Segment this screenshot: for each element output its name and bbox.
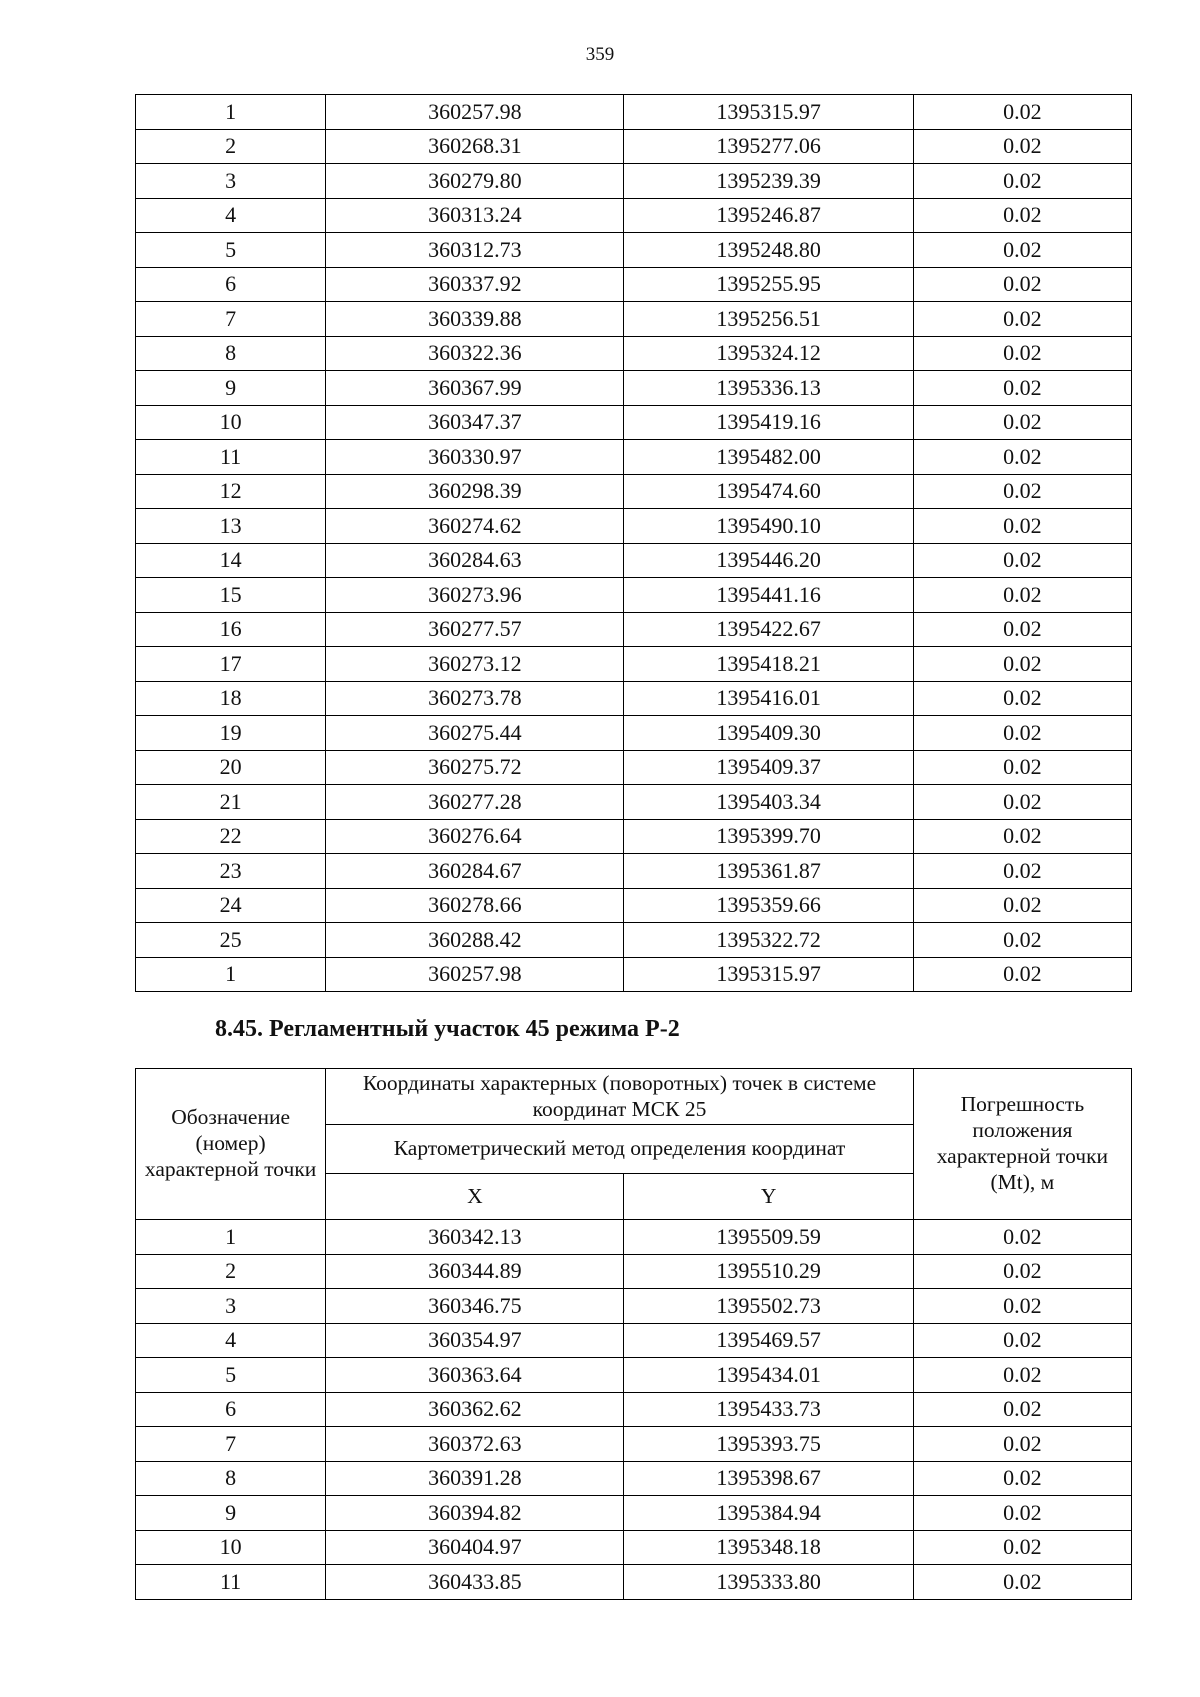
error-cell: 0.02 bbox=[913, 888, 1131, 923]
error-cell: 0.02 bbox=[913, 1323, 1131, 1358]
error-cell: 0.02 bbox=[913, 957, 1131, 992]
y-coordinate-cell: 1395336.13 bbox=[624, 371, 913, 406]
table-body bbox=[136, 95, 1132, 992]
y-coordinate-cell: 1395441.16 bbox=[624, 578, 913, 613]
x-coordinate-cell: 360391.28 bbox=[326, 1461, 624, 1496]
table-row bbox=[136, 1323, 1132, 1358]
error-cell: 0.02 bbox=[913, 95, 1131, 130]
x-coordinate-cell: 360257.98 bbox=[326, 957, 624, 992]
x-coordinate-cell: 360277.28 bbox=[326, 785, 624, 820]
error-cell: 0.02 bbox=[913, 785, 1131, 820]
y-coordinate-cell: 1395409.37 bbox=[624, 750, 913, 785]
table-row bbox=[136, 95, 1132, 130]
x-coordinate-cell: 360275.72 bbox=[326, 750, 624, 785]
x-coordinate-cell: 360346.75 bbox=[326, 1289, 624, 1324]
error-cell: 0.02 bbox=[913, 1289, 1131, 1324]
table-row bbox=[136, 1289, 1132, 1324]
error-cell: 0.02 bbox=[913, 474, 1131, 509]
error-cell: 0.02 bbox=[913, 612, 1131, 647]
error-cell: 0.02 bbox=[913, 1427, 1131, 1462]
error-cell: 0.02 bbox=[913, 198, 1131, 233]
error-cell: 0.02 bbox=[913, 1220, 1131, 1255]
point-number-cell: 4 bbox=[136, 1323, 326, 1358]
point-number-cell: 7 bbox=[136, 1427, 326, 1462]
point-number-cell: 9 bbox=[136, 371, 326, 406]
y-coordinate-cell: 1395239.39 bbox=[624, 164, 913, 199]
y-coordinate-cell: 1395490.10 bbox=[624, 509, 913, 544]
y-coordinate-cell: 1395256.51 bbox=[624, 302, 913, 337]
header-error: Погрешность положения характерной точки (Mt), м bbox=[913, 1069, 1131, 1220]
table-row bbox=[136, 198, 1132, 233]
table-row bbox=[136, 1358, 1132, 1393]
point-number-cell: 21 bbox=[136, 785, 326, 820]
y-coordinate-cell: 1395409.30 bbox=[624, 716, 913, 751]
point-number-cell: 2 bbox=[136, 129, 326, 164]
table-row bbox=[136, 1254, 1132, 1289]
point-number-cell: 25 bbox=[136, 923, 326, 958]
section-title: 8.45. Регламентный участок 45 режима Р-2 bbox=[215, 1016, 680, 1042]
point-number-cell: 13 bbox=[136, 509, 326, 544]
point-number-cell: 6 bbox=[136, 267, 326, 302]
error-cell: 0.02 bbox=[913, 681, 1131, 716]
header-y: Y bbox=[624, 1174, 913, 1220]
error-cell: 0.02 bbox=[913, 1392, 1131, 1427]
x-coordinate-cell: 360288.42 bbox=[326, 923, 624, 958]
error-cell: 0.02 bbox=[913, 647, 1131, 682]
x-coordinate-cell: 360298.39 bbox=[326, 474, 624, 509]
x-coordinate-cell: 360344.89 bbox=[326, 1254, 624, 1289]
error-cell: 0.02 bbox=[913, 1496, 1131, 1531]
table-row bbox=[136, 267, 1132, 302]
error-cell: 0.02 bbox=[913, 854, 1131, 889]
point-number-cell: 4 bbox=[136, 198, 326, 233]
table-row bbox=[136, 612, 1132, 647]
error-cell: 0.02 bbox=[913, 302, 1131, 337]
x-coordinate-cell: 360274.62 bbox=[326, 509, 624, 544]
y-coordinate-cell: 1395361.87 bbox=[624, 854, 913, 889]
y-coordinate-cell: 1395469.57 bbox=[624, 1323, 913, 1358]
y-coordinate-cell: 1395509.59 bbox=[624, 1220, 913, 1255]
table-row bbox=[136, 302, 1132, 337]
x-coordinate-cell: 360284.67 bbox=[326, 854, 624, 889]
error-cell: 0.02 bbox=[913, 164, 1131, 199]
table-row bbox=[136, 681, 1132, 716]
y-coordinate-cell: 1395446.20 bbox=[624, 543, 913, 578]
error-cell: 0.02 bbox=[913, 1565, 1131, 1600]
error-cell: 0.02 bbox=[913, 819, 1131, 854]
error-cell: 0.02 bbox=[913, 923, 1131, 958]
table-row bbox=[136, 1220, 1132, 1255]
x-coordinate-cell: 360268.31 bbox=[326, 129, 624, 164]
y-coordinate-cell: 1395510.29 bbox=[624, 1254, 913, 1289]
y-coordinate-cell: 1395246.87 bbox=[624, 198, 913, 233]
x-coordinate-cell: 360257.98 bbox=[326, 95, 624, 130]
y-coordinate-cell: 1395422.67 bbox=[624, 612, 913, 647]
x-coordinate-cell: 360275.44 bbox=[326, 716, 624, 751]
point-number-cell: 11 bbox=[136, 1565, 326, 1600]
point-number-cell: 5 bbox=[136, 1358, 326, 1393]
point-number-cell: 2 bbox=[136, 1254, 326, 1289]
x-coordinate-cell: 360354.97 bbox=[326, 1323, 624, 1358]
error-cell: 0.02 bbox=[913, 267, 1131, 302]
point-number-cell: 3 bbox=[136, 164, 326, 199]
y-coordinate-cell: 1395322.72 bbox=[624, 923, 913, 958]
y-coordinate-cell: 1395474.60 bbox=[624, 474, 913, 509]
table-body bbox=[136, 1220, 1132, 1600]
table-row bbox=[136, 854, 1132, 889]
y-coordinate-cell: 1395433.73 bbox=[624, 1392, 913, 1427]
y-coordinate-cell: 1395434.01 bbox=[624, 1358, 913, 1393]
point-number-cell: 7 bbox=[136, 302, 326, 337]
y-coordinate-cell: 1395348.18 bbox=[624, 1530, 913, 1565]
table-row bbox=[136, 1496, 1132, 1531]
y-coordinate-cell: 1395393.75 bbox=[624, 1427, 913, 1462]
x-coordinate-cell: 360273.96 bbox=[326, 578, 624, 613]
error-cell: 0.02 bbox=[913, 440, 1131, 475]
y-coordinate-cell: 1395315.97 bbox=[624, 957, 913, 992]
table-row bbox=[136, 750, 1132, 785]
x-coordinate-cell: 360404.97 bbox=[326, 1530, 624, 1565]
table-row bbox=[136, 371, 1132, 406]
table-row bbox=[136, 1392, 1132, 1427]
point-number-cell: 24 bbox=[136, 888, 326, 923]
table-row bbox=[136, 819, 1132, 854]
point-number-cell: 11 bbox=[136, 440, 326, 475]
y-coordinate-cell: 1395333.80 bbox=[624, 1565, 913, 1600]
y-coordinate-cell: 1395419.16 bbox=[624, 405, 913, 440]
table-row bbox=[136, 1427, 1132, 1462]
point-number-cell: 22 bbox=[136, 819, 326, 854]
point-number-cell: 14 bbox=[136, 543, 326, 578]
x-coordinate-cell: 360394.82 bbox=[326, 1496, 624, 1531]
y-coordinate-cell: 1395482.00 bbox=[624, 440, 913, 475]
x-coordinate-cell: 360362.62 bbox=[326, 1392, 624, 1427]
coordinates-table-continued bbox=[135, 94, 1132, 992]
x-coordinate-cell: 360337.92 bbox=[326, 267, 624, 302]
point-number-cell: 20 bbox=[136, 750, 326, 785]
header-designation: Обозначение (номер) характерной точки bbox=[136, 1069, 326, 1220]
point-number-cell: 18 bbox=[136, 681, 326, 716]
x-coordinate-cell: 360278.66 bbox=[326, 888, 624, 923]
table-row bbox=[136, 129, 1132, 164]
x-coordinate-cell: 360273.12 bbox=[326, 647, 624, 682]
table-row bbox=[136, 923, 1132, 958]
x-coordinate-cell: 360372.63 bbox=[326, 1427, 624, 1462]
point-number-cell: 5 bbox=[136, 233, 326, 268]
x-coordinate-cell: 360273.78 bbox=[326, 681, 624, 716]
table-header bbox=[136, 1069, 1132, 1220]
table-row bbox=[136, 957, 1132, 992]
y-coordinate-cell: 1395398.67 bbox=[624, 1461, 913, 1496]
table-row bbox=[136, 785, 1132, 820]
x-coordinate-cell: 360342.13 bbox=[326, 1220, 624, 1255]
point-number-cell: 17 bbox=[136, 647, 326, 682]
point-number-cell: 8 bbox=[136, 336, 326, 371]
point-number-cell: 12 bbox=[136, 474, 326, 509]
point-number-cell: 6 bbox=[136, 1392, 326, 1427]
table-row bbox=[136, 1461, 1132, 1496]
table-row bbox=[136, 647, 1132, 682]
y-coordinate-cell: 1395416.01 bbox=[624, 681, 913, 716]
point-number-cell: 10 bbox=[136, 405, 326, 440]
x-coordinate-cell: 360313.24 bbox=[326, 198, 624, 233]
point-number-cell: 19 bbox=[136, 716, 326, 751]
y-coordinate-cell: 1395277.06 bbox=[624, 129, 913, 164]
point-number-cell: 1 bbox=[136, 957, 326, 992]
table-row bbox=[136, 336, 1132, 371]
point-number-cell: 23 bbox=[136, 854, 326, 889]
x-coordinate-cell: 360276.64 bbox=[326, 819, 624, 854]
x-coordinate-cell: 360363.64 bbox=[326, 1358, 624, 1393]
header-coords-title: Координаты характерных (поворотных) точек в системе координат МСК 25 bbox=[326, 1069, 914, 1125]
error-cell: 0.02 bbox=[913, 1254, 1131, 1289]
x-coordinate-cell: 360330.97 bbox=[326, 440, 624, 475]
x-coordinate-cell: 360277.57 bbox=[326, 612, 624, 647]
x-coordinate-cell: 360284.63 bbox=[326, 543, 624, 578]
page-number: 359 bbox=[585, 44, 615, 65]
error-cell: 0.02 bbox=[913, 578, 1131, 613]
y-coordinate-cell: 1395403.34 bbox=[624, 785, 913, 820]
y-coordinate-cell: 1395248.80 bbox=[624, 233, 913, 268]
error-cell: 0.02 bbox=[913, 716, 1131, 751]
x-coordinate-cell: 360347.37 bbox=[326, 405, 624, 440]
table-row bbox=[136, 474, 1132, 509]
error-cell: 0.02 bbox=[913, 1358, 1131, 1393]
y-coordinate-cell: 1395502.73 bbox=[624, 1289, 913, 1324]
table-row bbox=[136, 509, 1132, 544]
point-number-cell: 3 bbox=[136, 1289, 326, 1324]
x-coordinate-cell: 360312.73 bbox=[326, 233, 624, 268]
error-cell: 0.02 bbox=[913, 129, 1131, 164]
x-coordinate-cell: 360433.85 bbox=[326, 1565, 624, 1600]
y-coordinate-cell: 1395399.70 bbox=[624, 819, 913, 854]
point-number-cell: 1 bbox=[136, 1220, 326, 1255]
error-cell: 0.02 bbox=[913, 1530, 1131, 1565]
point-number-cell: 1 bbox=[136, 95, 326, 130]
y-coordinate-cell: 1395418.21 bbox=[624, 647, 913, 682]
y-coordinate-cell: 1395359.66 bbox=[624, 888, 913, 923]
table-row bbox=[136, 888, 1132, 923]
error-cell: 0.02 bbox=[913, 233, 1131, 268]
point-number-cell: 8 bbox=[136, 1461, 326, 1496]
error-cell: 0.02 bbox=[913, 509, 1131, 544]
error-cell: 0.02 bbox=[913, 750, 1131, 785]
point-number-cell: 9 bbox=[136, 1496, 326, 1531]
x-coordinate-cell: 360339.88 bbox=[326, 302, 624, 337]
table-row bbox=[136, 164, 1132, 199]
point-number-cell: 10 bbox=[136, 1530, 326, 1565]
header-method: Картометрический метод определения координат bbox=[326, 1125, 914, 1174]
coordinates-table-section-45 bbox=[135, 1068, 1132, 1600]
y-coordinate-cell: 1395324.12 bbox=[624, 336, 913, 371]
table-row bbox=[136, 440, 1132, 475]
table-row bbox=[136, 1530, 1132, 1565]
table-row bbox=[136, 1565, 1132, 1600]
y-coordinate-cell: 1395255.95 bbox=[624, 267, 913, 302]
table-row bbox=[136, 716, 1132, 751]
table-row bbox=[136, 543, 1132, 578]
x-coordinate-cell: 360322.36 bbox=[326, 336, 624, 371]
x-coordinate-cell: 360279.80 bbox=[326, 164, 624, 199]
x-coordinate-cell: 360367.99 bbox=[326, 371, 624, 406]
table-row bbox=[136, 233, 1132, 268]
error-cell: 0.02 bbox=[913, 371, 1131, 406]
table-row bbox=[136, 578, 1132, 613]
error-cell: 0.02 bbox=[913, 336, 1131, 371]
point-number-cell: 16 bbox=[136, 612, 326, 647]
y-coordinate-cell: 1395315.97 bbox=[624, 95, 913, 130]
header-x: X bbox=[326, 1174, 624, 1220]
error-cell: 0.02 bbox=[913, 1461, 1131, 1496]
point-number-cell: 15 bbox=[136, 578, 326, 613]
y-coordinate-cell: 1395384.94 bbox=[624, 1496, 913, 1531]
table-row bbox=[136, 405, 1132, 440]
error-cell: 0.02 bbox=[913, 405, 1131, 440]
error-cell: 0.02 bbox=[913, 543, 1131, 578]
